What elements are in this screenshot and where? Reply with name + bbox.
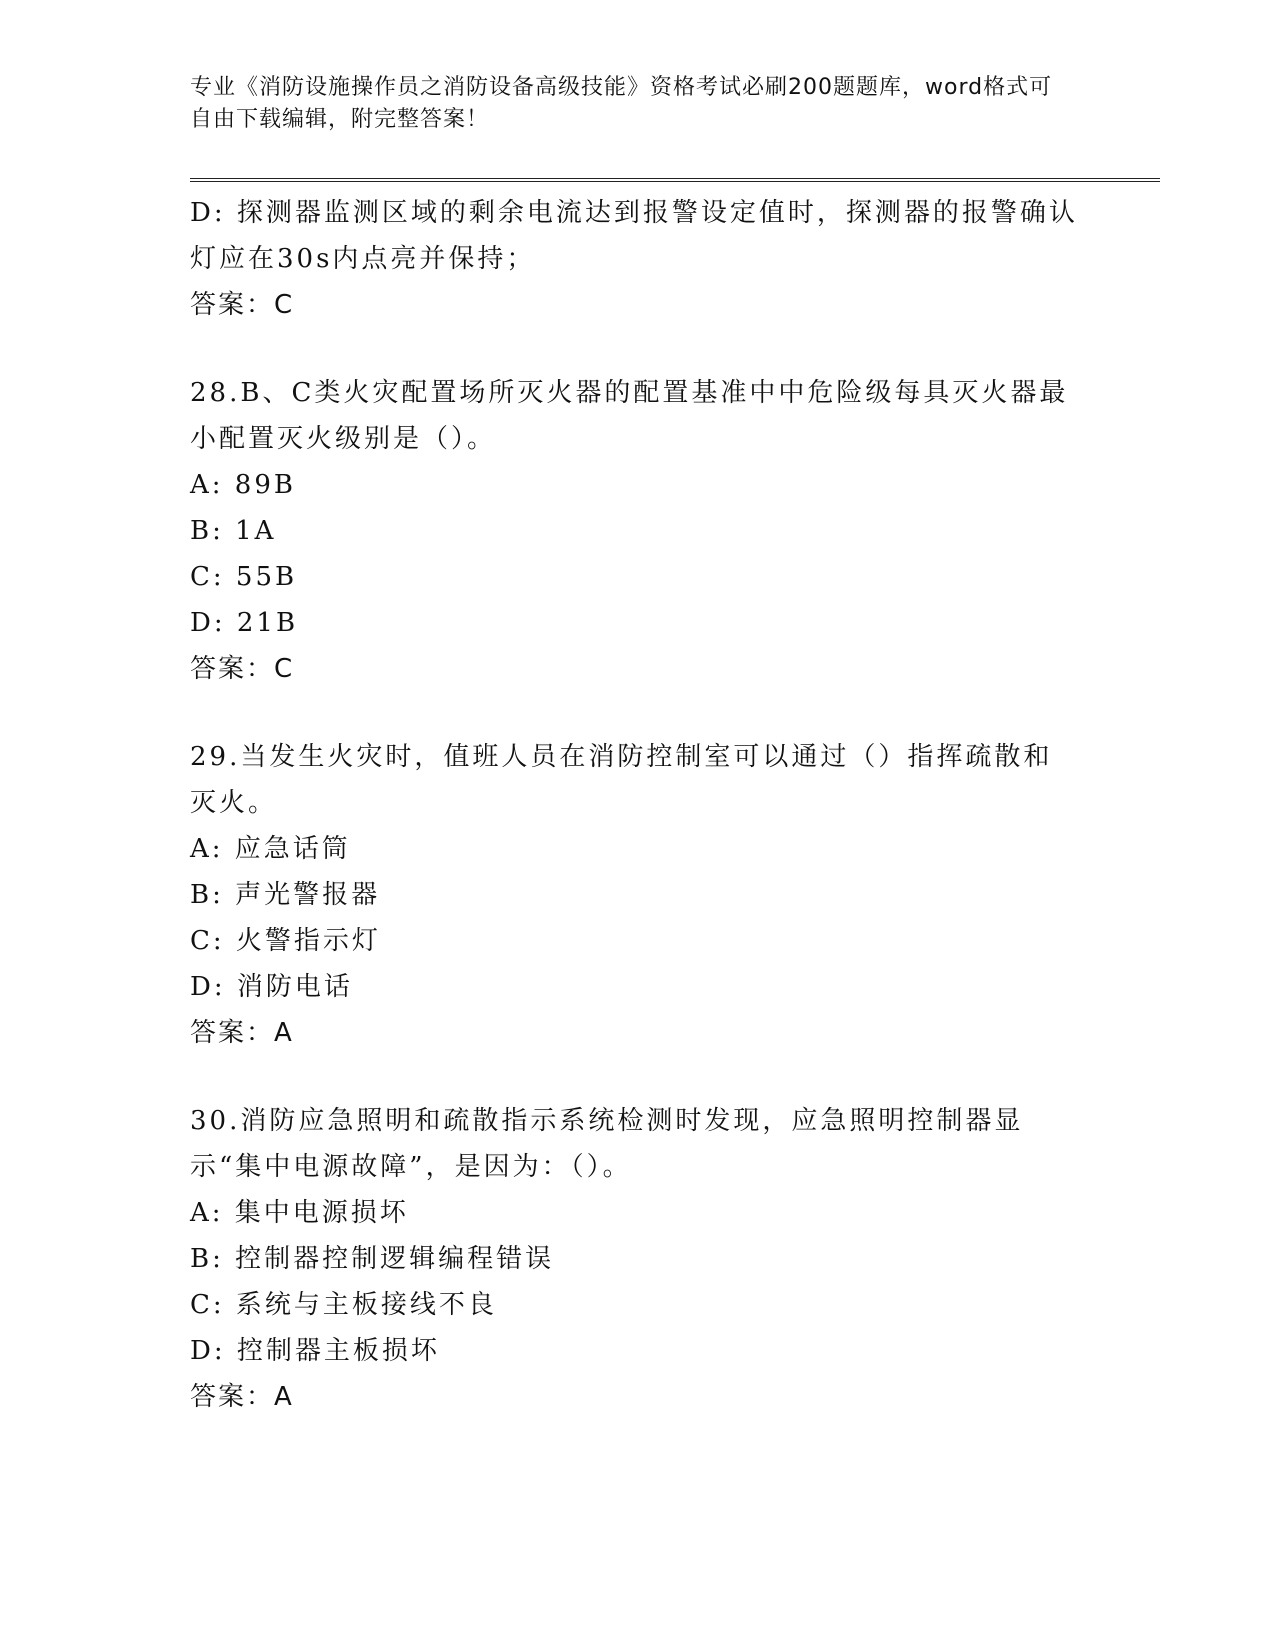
- option-c: C: 系统与主板接线不良: [190, 1290, 497, 1320]
- option-d-continued: 灯应在30s内点亮并保持；: [190, 244, 536, 274]
- option-d: D: 21B: [190, 608, 299, 638]
- header-title: 专业《消防设施操作员之消防设备高级技能》资格考试必刷200题题库，word格式可自由下载编辑，附完整答案！: [190, 75, 1053, 132]
- option-d: D: 消防电话: [190, 972, 353, 1002]
- option-d: D: 控制器主板损坏: [190, 1336, 440, 1366]
- header-divider: [190, 178, 1160, 182]
- question-title: 28.B、C类火灾配置场所灭火器的配置基准中中危险级每具灭火器最小配置灭火级别是（）。: [190, 378, 1069, 454]
- option-c: C: 火警指示灯: [190, 926, 381, 956]
- option-a: A: 应急话筒: [190, 834, 351, 864]
- option-d: D: 探测器监测区域的剩余电流达到报警设定值时，探测器的报警确认: [190, 198, 1078, 228]
- option-b: B: 控制器控制逻辑编程错误: [190, 1244, 555, 1274]
- question-28: [190, 370, 1090, 692]
- question-30: [190, 1098, 1090, 1420]
- question-content: [190, 190, 1090, 1420]
- option-b: B: 1A: [190, 516, 277, 546]
- option-a: A: 集中电源损坏: [190, 1198, 409, 1228]
- option-b: B: 声光警报器: [190, 880, 381, 910]
- answer-line: 答案：C: [190, 654, 295, 684]
- answer-line: 答案：C: [190, 290, 295, 320]
- previous-question-tail: [190, 190, 1090, 328]
- answer-line: 答案：A: [190, 1382, 294, 1412]
- question-title: 30.消防应急照明和疏散指示系统检测时发现，应急照明控制器显示“集中电源故障”，是因为：（）。: [190, 1106, 1024, 1182]
- option-c: C: 55B: [190, 562, 298, 592]
- page-header: [190, 72, 1070, 136]
- answer-line: 答案：A: [190, 1018, 294, 1048]
- question-29: [190, 734, 1090, 1056]
- option-a: A: 89B: [190, 470, 296, 500]
- question-title: 29.当发生火灾时，值班人员在消防控制室可以通过（）指挥疏散和灭火。: [190, 742, 1053, 818]
